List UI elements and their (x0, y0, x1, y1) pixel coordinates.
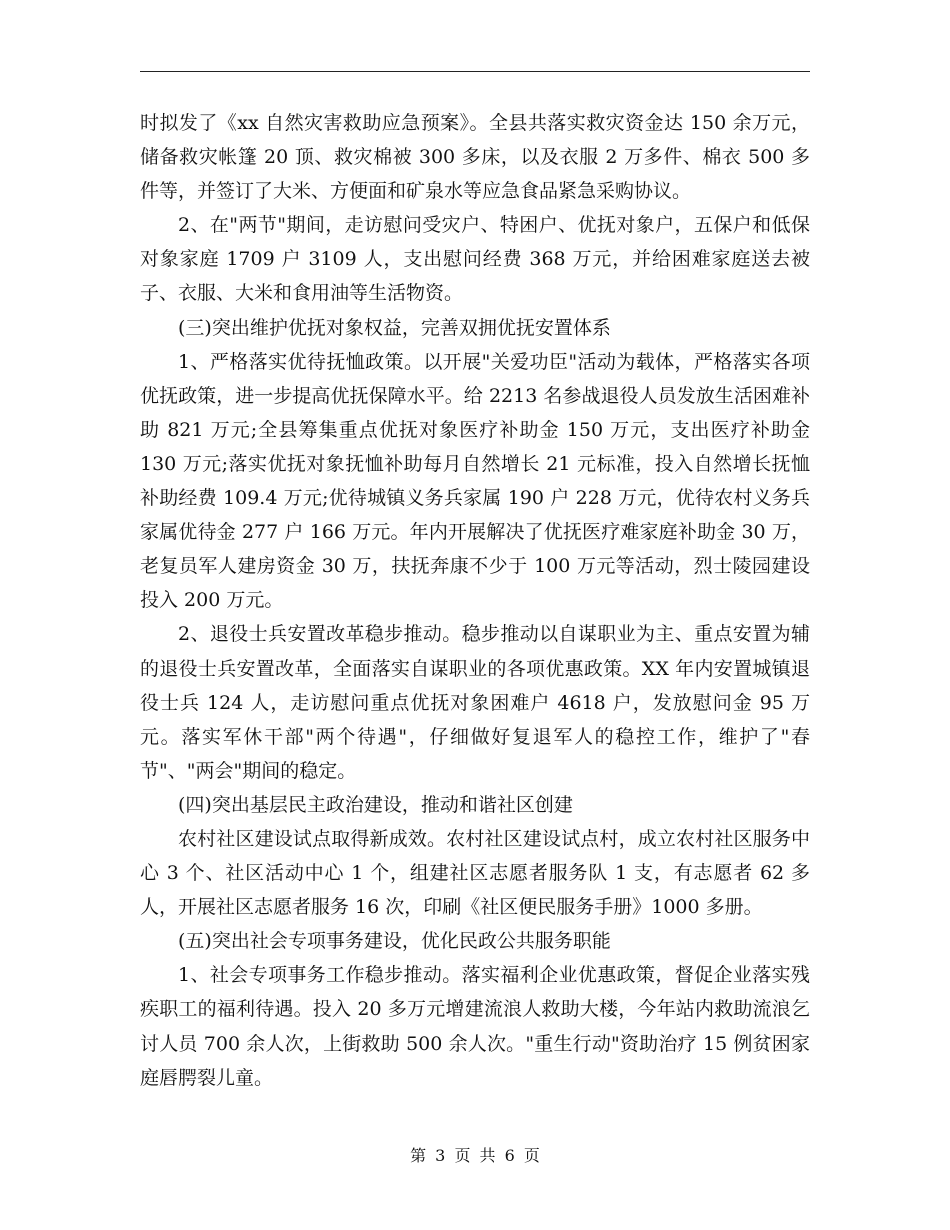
paragraph-disaster-plan: 时拟发了《xx 自然灾害救助应急预案》。全县共落实救灾资金达 150 余万元，储备救灾帐篷 20 顶、救灾棉被 300 多床，以及衣服 2 万多件、棉衣 500 多件等，并签订了大米、方便面和矿泉水等应急食品紧急采购协议。 (140, 112, 810, 203)
header-rule (140, 71, 810, 72)
paragraph-special-affairs: 1、社会专项事务工作稳步推动。落实福利企业优惠政策，督促企业落实残疾职工的福利待遇。投入 20 多万元增建流浪人救助大楼，今年站内救助流浪乞讨人员 700 余人次，上街救助 500 余人次。"重生行动"资助治疗 15 例贫困家庭唇腭裂儿童。 (140, 964, 810, 1089)
section-heading-3: (三)突出维护优抚对象权益，完善双拥优抚安置体系 (178, 316, 611, 339)
paragraph-rural-community: 农村社区建设试点取得新成效。农村社区建设试点村，成立农村社区服务中心 3 个、社区活动中心 1 个，组建社区志愿者服务队 1 支，有志愿者 62 多人，开展社区志愿者服务 16 次，印刷《社区便民服务手册》1000 多册。 (140, 827, 810, 919)
paragraph-holiday-visits: 2、在"两节"期间，走访慰问受灾户、特困户、优抚对象户，五保户和低保对象家庭 1709 户 3109 人，支出慰问经费 368 万元，并给困难家庭送去被子、衣服、大米和食用油等生活物资。 (140, 214, 810, 305)
paragraph-preferential-policy: 1、严格落实优待抚恤政策。以开展"关爱功臣"活动为载体，严格落实各项优抚政策，进一步提高优抚保障水平。给 2213 名参战退役人员发放生活困难补助 821 万元;全县筹集重点优抚对象医疗补助金 150 万元，支出医疗补助金 130 万元;落实优抚对象抚恤补助每月自然增长 21 元标准，投入自然增长抚恤补助经费 109.4 万元;优待城镇义务兵家属 190 户 228 万元，优待农村义务兵家属优待金 277 户 166 万元。年内开展解决了优抚医疗难家庭补助金 30 万，老复员军人建房资金 30 万，扶抚奔康不少于 100 万元等活动，烈士陵园建设投入 200 万元。 (140, 350, 810, 612)
paragraph-veteran-placement: 2、退役士兵安置改革稳步推动。稳步推动以自谋职业为主、重点安置为辅的退役士兵安置改革，全面落实自谋职业的各项优惠政策。XX 年内安置城镇退役士兵 124 人，走访慰问重点优抚对象困难户 4618 户，发放慰问金 95 万元。落实军休干部"两个待遇"，仔细做好复退军人的稳控工作，维护了"春节"、"两会"期间的稳定。 (140, 623, 810, 782)
page-number-footer: 第 3 页 共 6 页 (410, 1146, 540, 1165)
document-body (140, 106, 810, 1095)
section-heading-4: (四)突出基层民主政治建设，推动和谐社区创建 (178, 793, 573, 816)
section-heading-5: (五)突出社会专项事务建设，优化民政公共服务职能 (178, 930, 611, 953)
